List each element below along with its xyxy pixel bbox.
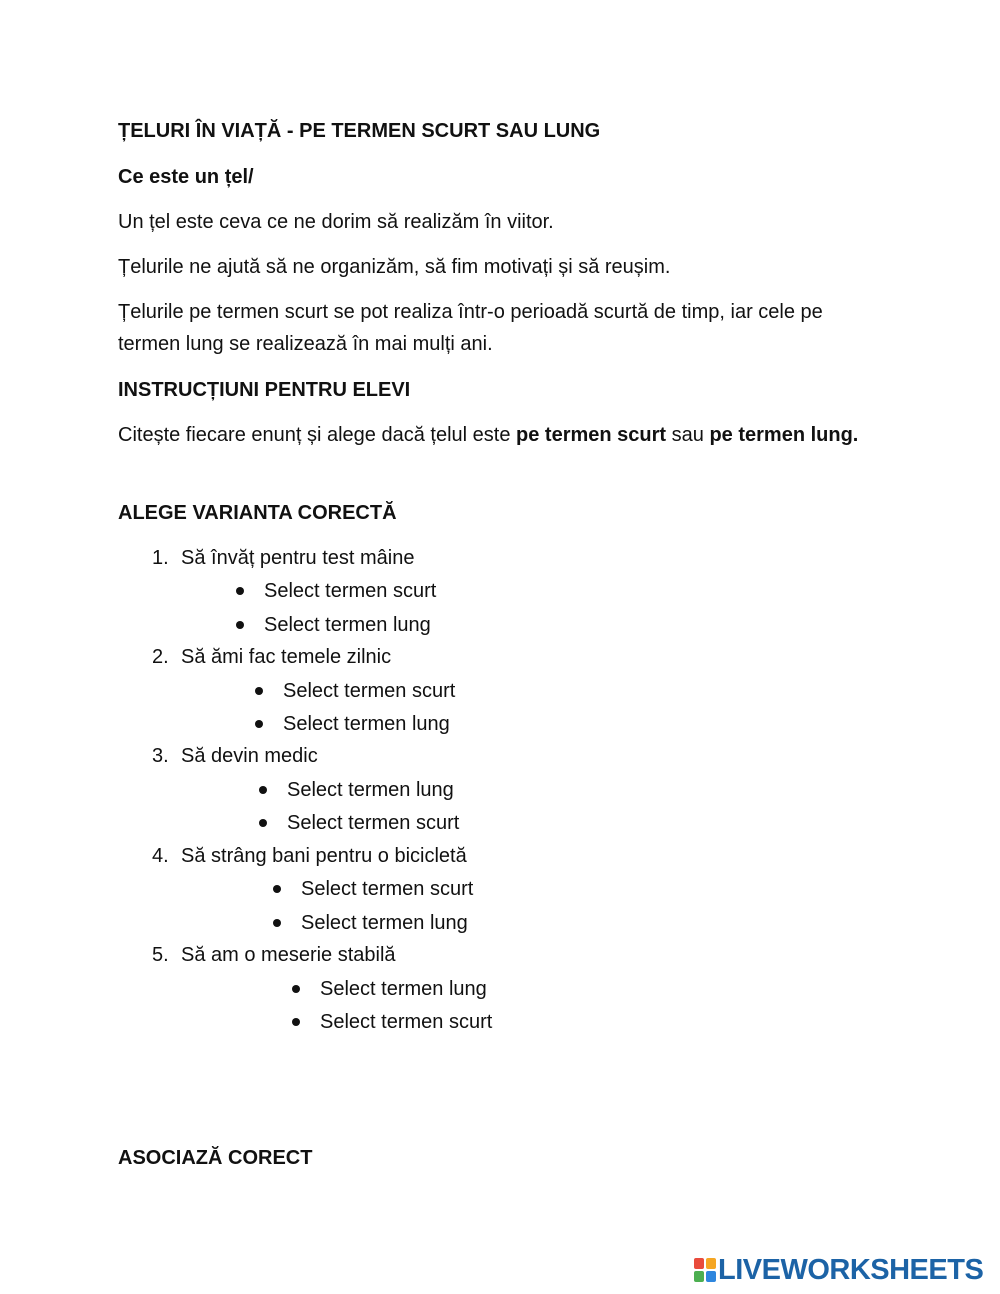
logo-mark-square	[706, 1258, 716, 1269]
section-heading-choose: ALEGE VARIANTA CORECTĂ	[118, 502, 397, 524]
question-number: 4.	[152, 845, 169, 867]
liveworksheets-logo	[694, 1254, 983, 1286]
instructions-bold-short: pe termen scurt	[516, 424, 667, 446]
question-text: Să devin medic	[181, 745, 318, 767]
paragraph-2: Țelurile ne ajută să ne organizăm, să fim motivați și să reușim.	[118, 256, 671, 278]
bullet-icon	[236, 621, 244, 629]
section-heading-match: ASOCIAZĂ CORECT	[118, 1147, 313, 1169]
option-label[interactable]: Select termen scurt	[301, 878, 474, 900]
question-number: 2.	[152, 646, 169, 668]
instructions-bold-long: pe termen lung.	[709, 424, 859, 446]
question-text: Să am o meserie stabilă	[181, 944, 396, 966]
question-text: Să strâng bani pentru o bicicletă	[181, 845, 467, 867]
bullet-icon	[255, 687, 263, 695]
question-text: Să ămi fac temele zilnic	[181, 646, 392, 668]
instructions-text-start: Citește fiecare enunț și alege dacă țelul este	[118, 424, 517, 446]
question-number: 1.	[152, 547, 169, 569]
page-title: ȚELURI ÎN VIAȚĂ - PE TERMEN SCURT SAU LUNG	[118, 120, 601, 142]
bullet-icon	[273, 919, 281, 927]
option-label[interactable]: Select termen scurt	[264, 580, 437, 602]
subtitle: Ce este un țel/	[118, 166, 254, 188]
paragraph-1: Un țel este ceva ce ne dorim să realizăm în viitor.	[118, 211, 554, 233]
question-number: 5.	[152, 944, 169, 966]
paragraph-3: Țelurile pe termen scurt se pot realiza într-o perioadă scurtă de timp, iar cele pe termen lung se realizează în mai mulți ani.	[118, 301, 823, 355]
question-text: Să învăț pentru test mâine	[181, 547, 415, 569]
instructions-text-mid: sau	[666, 424, 710, 446]
brand-name: LIVEWORKSHEETS	[718, 1254, 984, 1286]
option-label[interactable]: Select termen lung	[283, 713, 450, 735]
bullet-icon	[259, 786, 267, 794]
bullet-icon	[259, 819, 267, 827]
instructions-text	[118, 419, 888, 451]
option-label[interactable]: Select termen lung	[301, 912, 468, 934]
bullet-icon	[292, 985, 300, 993]
option-label[interactable]: Select termen scurt	[287, 812, 460, 834]
logo-mark-square	[706, 1271, 716, 1282]
option-label[interactable]: Select termen lung	[320, 978, 487, 1000]
logo-mark-icon	[694, 1258, 716, 1282]
bullet-icon	[236, 587, 244, 595]
logo-mark-square	[694, 1271, 704, 1282]
bullet-icon	[292, 1018, 300, 1026]
question-number: 3.	[152, 745, 169, 767]
option-label[interactable]: Select termen lung	[287, 779, 454, 801]
option-label[interactable]: Select termen scurt	[283, 680, 456, 702]
bullet-icon	[255, 720, 263, 728]
logo-mark-square	[694, 1258, 704, 1269]
option-label[interactable]: Select termen lung	[264, 614, 431, 636]
bullet-icon	[273, 885, 281, 893]
option-label[interactable]: Select termen scurt	[320, 1011, 493, 1033]
instructions-heading: INSTRUCȚIUNI PENTRU ELEVI	[118, 379, 411, 401]
